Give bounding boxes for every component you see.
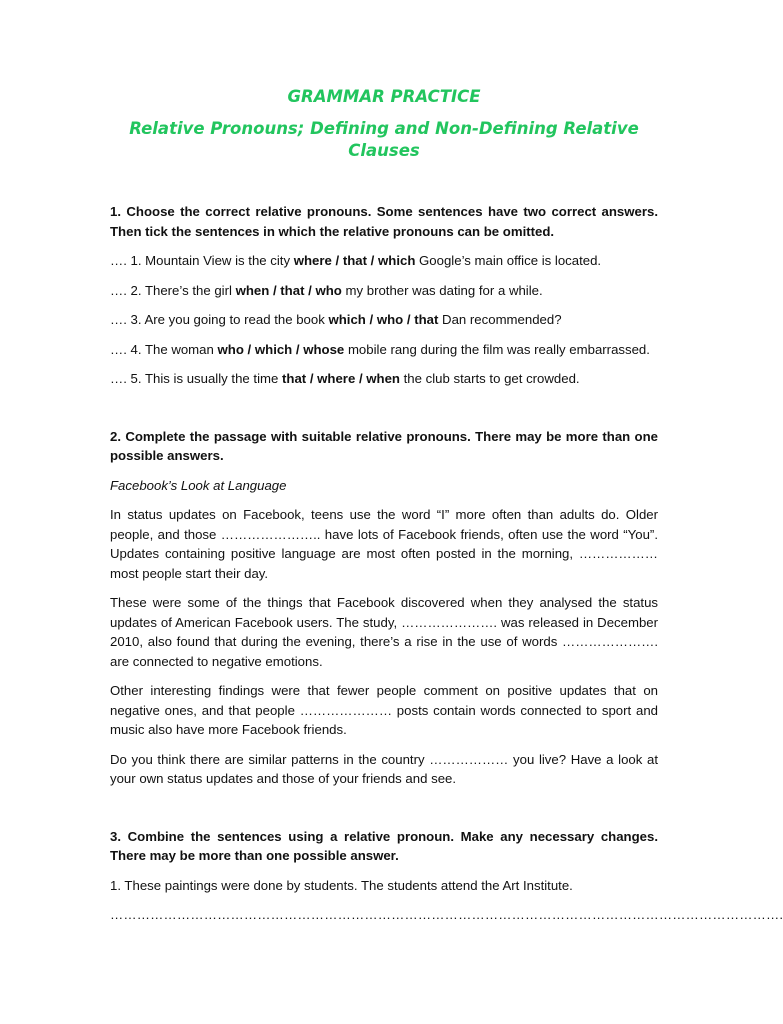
passage-title: Facebook’s Look at Language [110, 477, 287, 493]
option-group: that / where / when [282, 371, 400, 386]
section3-item-1: 1. These paintings were done by students. The students attend the Art Institute. [110, 877, 573, 893]
page-title: GRAMMAR PRACTICE [287, 87, 481, 106]
passage-paragraph-3: Other interesting findings were that fewer people comment on positive updates that on negative ones, and that people ………………… posts contain words connected to sport and music also have more Facebook friends. [110, 683, 658, 737]
section3-heading: 3. Combine the sentences using a relative pronoun. Make any necessary changes. There may be more than one possible answer. [110, 828, 658, 863]
section1-item-4: …. 4. The woman who / which / whose mobile rang during the film was really embarrassed. [110, 341, 650, 357]
option-group: when / that / who [235, 282, 342, 298]
passage-paragraph-4: Do you think there are similar patterns in the country ……………… you live? Have a look at your own status updates and those of your friends and see. [110, 751, 658, 786]
section1-item-2: …. 2. There’s the girl when / that / who my brother was dating for a while. [110, 282, 543, 298]
option-group: where / that / which [293, 253, 416, 268]
option-group: which / who / that [328, 312, 439, 327]
passage-paragraph-1: In status updates on Facebook, teens use the word “I” more often than adults do. Older people, and those ………………….. have lots of Facebook friends, often use the word “You”. Updates containing positive language are most often posted in the morning, ……………… most people start their day. [110, 507, 658, 581]
section2-heading: 2. Complete the passage with suitable relative pronouns. There may be more than one possible answers. [110, 428, 658, 463]
section1-item-1: …. 1. Mountain View is the city where / that / which Google’s main office is located. [110, 253, 602, 268]
option-group: who / which / whose [217, 341, 345, 357]
passage-paragraph-2: These were some of the things that Facebook discovered when they analysed the status updates of American Facebook users. The study, …………………. was released in December 2010, also found that during the evening, there’s a rise in the use of words …………………. are connected to negative emotions. [110, 595, 658, 669]
answer-line[interactable]: ……………………………………………………………………………………………………………………………………. [110, 907, 783, 922]
page-subtitle: Relative Pronouns; Defining and Non-Defining Relative Clauses [129, 119, 639, 160]
section1-heading: 1. Choose the correct relative pronouns. Some sentences have two correct answers. Then tick the sentences in which the relative pronouns can be omitted. [110, 204, 658, 239]
section1-item-5: …. 5. This is usually the time that / where / when the club starts to get crowded. [110, 371, 580, 386]
section1-item-3: …. 3. Are you going to read the book which / who / that Dan recommended? [110, 312, 562, 327]
